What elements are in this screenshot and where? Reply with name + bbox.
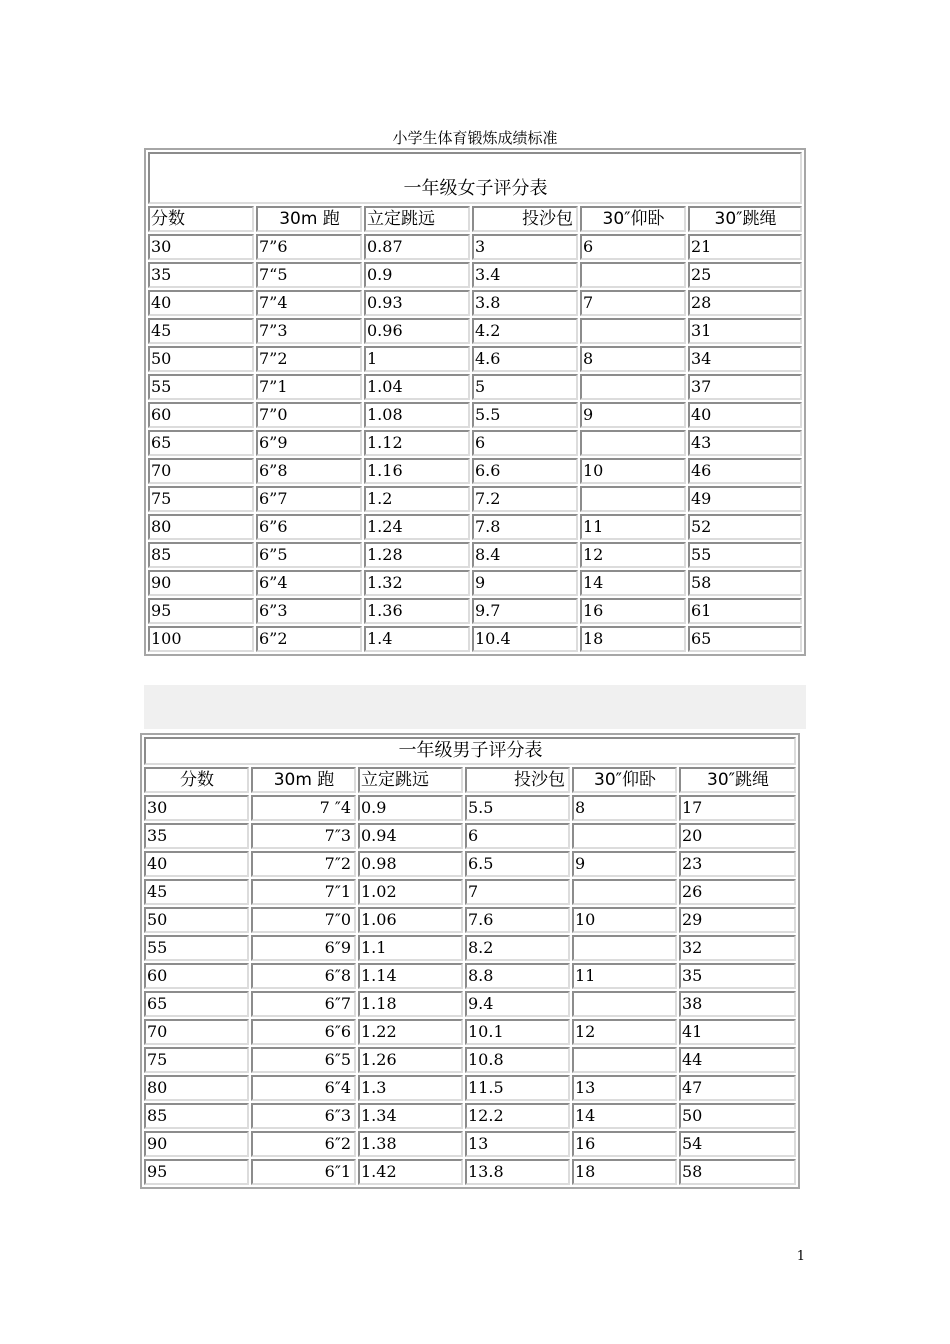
cell-situps: 8 [580,346,686,372]
cell-situps [580,486,686,512]
cell-score: 85 [144,1103,249,1129]
table-row [148,430,802,456]
table-row [144,879,796,905]
cell-jump-rope: 28 [688,290,802,316]
cell-score: 40 [144,851,249,877]
table-row [144,823,796,849]
cell-situps: 7 [580,290,686,316]
cell-jump-rope: 31 [688,318,802,344]
table-row [144,935,796,961]
cell-situps: 8 [572,795,677,821]
cell-30m-run: 6″2 [251,1131,356,1157]
header-situps: 30″仰卧 [572,767,677,793]
cell-30m-run: 7”2 [256,346,362,372]
cell-30m-run: 7”6 [256,234,362,260]
cell-jump-rope: 54 [679,1131,796,1157]
table-row [144,1075,796,1101]
cell-sandbag-throw: 7.6 [465,907,570,933]
table-row [148,542,802,568]
cell-jump-rope: 21 [688,234,802,260]
cell-score: 85 [148,542,254,568]
cell-situps: 18 [580,626,686,652]
cell-30m-run: 7”3 [256,318,362,344]
cell-situps: 13 [572,1075,677,1101]
cell-sandbag-throw: 10.4 [472,626,578,652]
table-row [148,626,802,652]
cell-sandbag-throw: 7.8 [472,514,578,540]
cell-score: 30 [148,234,254,260]
cell-situps [580,374,686,400]
table-separator [144,685,806,729]
cell-sandbag-throw: 13 [465,1131,570,1157]
cell-situps: 10 [580,458,686,484]
cell-standing-jump: 1.34 [358,1103,463,1129]
cell-standing-jump: 1.28 [364,542,470,568]
cell-sandbag-throw: 6.6 [472,458,578,484]
cell-jump-rope: 35 [679,963,796,989]
cell-standing-jump: 1.4 [364,626,470,652]
header-situps: 30″仰卧 [580,206,686,232]
cell-score: 30 [144,795,249,821]
table-row [144,1159,796,1185]
header-jump-rope: 30″跳绳 [688,206,802,232]
cell-30m-run: 7“5 [256,262,362,288]
cell-sandbag-throw: 4.6 [472,346,578,372]
table-row [144,963,796,989]
cell-sandbag-throw: 9 [472,570,578,596]
cell-30m-run: 6″9 [251,935,356,961]
header-score: 分数 [148,206,254,232]
cell-30m-run: 6″8 [251,963,356,989]
cell-30m-run: 6″4 [251,1075,356,1101]
boys-table-caption: 一年级男子评分表 [144,737,796,765]
cell-sandbag-throw: 13.8 [465,1159,570,1185]
cell-jump-rope: 65 [688,626,802,652]
cell-score: 80 [144,1075,249,1101]
cell-sandbag-throw: 10.8 [465,1047,570,1073]
cell-jump-rope: 20 [679,823,796,849]
cell-30m-run: 6”3 [256,598,362,624]
header-standing-jump: 立定跳远 [358,767,463,793]
table-row [144,1103,796,1129]
cell-situps: 9 [572,851,677,877]
cell-sandbag-throw: 4.2 [472,318,578,344]
cell-score: 95 [148,598,254,624]
cell-30m-run: 7 ″4 [251,795,356,821]
cell-standing-jump: 1.22 [358,1019,463,1045]
table-row [144,1131,796,1157]
cell-30m-run: 6”2 [256,626,362,652]
cell-sandbag-throw: 8.4 [472,542,578,568]
girls-header-row [148,206,802,232]
cell-situps [580,430,686,456]
cell-score: 50 [148,346,254,372]
cell-jump-rope: 61 [688,598,802,624]
cell-situps: 11 [572,963,677,989]
table-row [148,290,802,316]
cell-situps: 11 [580,514,686,540]
cell-sandbag-throw: 9.7 [472,598,578,624]
page-number: 1 [796,1249,805,1264]
header-score: 分数 [144,767,249,793]
cell-score: 40 [148,290,254,316]
cell-30m-run: 6”9 [256,430,362,456]
cell-sandbag-throw: 6 [472,430,578,456]
cell-jump-rope: 50 [679,1103,796,1129]
cell-30m-run: 6″7 [251,991,356,1017]
cell-jump-rope: 40 [688,402,802,428]
cell-jump-rope: 43 [688,430,802,456]
table-row [148,598,802,624]
cell-score: 100 [148,626,254,652]
cell-situps [580,318,686,344]
cell-30m-run: 7″2 [251,851,356,877]
cell-situps: 12 [572,1019,677,1045]
cell-30m-run: 6”5 [256,542,362,568]
cell-standing-jump: 1 [364,346,470,372]
document-title: 小学生体育锻炼成绩标准 [392,129,558,147]
cell-score: 60 [144,963,249,989]
table-row [148,458,802,484]
cell-standing-jump: 0.98 [358,851,463,877]
cell-jump-rope: 26 [679,879,796,905]
cell-situps: 6 [580,234,686,260]
cell-score: 70 [148,458,254,484]
table-row [144,1019,796,1045]
table-row [148,486,802,512]
cell-situps [572,879,677,905]
cell-score: 95 [144,1159,249,1185]
table-row [148,346,802,372]
cell-score: 60 [148,402,254,428]
cell-score: 80 [148,514,254,540]
table-row [148,318,802,344]
cell-sandbag-throw: 3.4 [472,262,578,288]
header-sandbag-throw: 投沙包 [472,206,578,232]
cell-standing-jump: 0.93 [364,290,470,316]
cell-30m-run: 7″1 [251,879,356,905]
header-jump-rope: 30″跳绳 [679,767,796,793]
cell-sandbag-throw: 11.5 [465,1075,570,1101]
cell-score: 90 [144,1131,249,1157]
cell-sandbag-throw: 3 [472,234,578,260]
cell-score: 35 [148,262,254,288]
cell-score: 55 [148,374,254,400]
cell-standing-jump: 0.96 [364,318,470,344]
cell-30m-run: 6″5 [251,1047,356,1073]
table-row [148,402,802,428]
table-row [144,1047,796,1073]
cell-score: 90 [148,570,254,596]
cell-sandbag-throw: 9.4 [465,991,570,1017]
cell-30m-run: 7”4 [256,290,362,316]
cell-30m-run: 6”8 [256,458,362,484]
cell-sandbag-throw: 5.5 [472,402,578,428]
cell-jump-rope: 17 [679,795,796,821]
cell-sandbag-throw: 8.2 [465,935,570,961]
table-row [148,262,802,288]
cell-score: 75 [148,486,254,512]
cell-jump-rope: 34 [688,346,802,372]
cell-30m-run: 6”6 [256,514,362,540]
cell-standing-jump: 1.18 [358,991,463,1017]
cell-jump-rope: 58 [679,1159,796,1185]
cell-situps [580,262,686,288]
cell-30m-run: 7”0 [256,402,362,428]
header-30m-run: 30m 跑 [251,767,356,793]
cell-situps [572,1047,677,1073]
cell-jump-rope: 32 [679,935,796,961]
header-30m-run: 30m 跑 [256,206,362,232]
cell-standing-jump: 1.14 [358,963,463,989]
cell-situps: 16 [572,1131,677,1157]
cell-jump-rope: 37 [688,374,802,400]
cell-standing-jump: 1.04 [364,374,470,400]
cell-situps: 9 [580,402,686,428]
cell-situps: 12 [580,542,686,568]
girls-table-caption: 一年级女子评分表 [148,152,802,204]
cell-sandbag-throw: 8.8 [465,963,570,989]
cell-situps: 16 [580,598,686,624]
cell-standing-jump: 0.9 [364,262,470,288]
boys-score-table [140,733,800,1189]
cell-sandbag-throw: 6 [465,823,570,849]
cell-standing-jump: 1.2 [364,486,470,512]
header-sandbag-throw: 投沙包 [465,767,570,793]
cell-score: 45 [144,879,249,905]
table-row [148,514,802,540]
cell-score: 75 [144,1047,249,1073]
cell-standing-jump: 1.26 [358,1047,463,1073]
cell-sandbag-throw: 5.5 [465,795,570,821]
table-row [144,851,796,877]
cell-score: 65 [148,430,254,456]
cell-jump-rope: 29 [679,907,796,933]
table-row [144,907,796,933]
cell-situps: 18 [572,1159,677,1185]
cell-standing-jump: 1.06 [358,907,463,933]
table-row [144,991,796,1017]
cell-standing-jump: 1.32 [364,570,470,596]
cell-jump-rope: 25 [688,262,802,288]
cell-30m-run: 6″3 [251,1103,356,1129]
table-row [144,795,796,821]
cell-situps: 14 [580,570,686,596]
cell-sandbag-throw: 12.2 [465,1103,570,1129]
cell-jump-rope: 47 [679,1075,796,1101]
cell-standing-jump: 1.38 [358,1131,463,1157]
boys-header-row [144,767,796,793]
table-row [148,570,802,596]
cell-jump-rope: 41 [679,1019,796,1045]
cell-sandbag-throw: 5 [472,374,578,400]
cell-situps [572,935,677,961]
cell-standing-jump: 0.87 [364,234,470,260]
cell-score: 70 [144,1019,249,1045]
cell-score: 35 [144,823,249,849]
cell-standing-jump: 1.1 [358,935,463,961]
cell-jump-rope: 38 [679,991,796,1017]
cell-30m-run: 6”4 [256,570,362,596]
header-standing-jump: 立定跳远 [364,206,470,232]
cell-standing-jump: 1.42 [358,1159,463,1185]
cell-30m-run: 7”1 [256,374,362,400]
cell-jump-rope: 49 [688,486,802,512]
cell-situps [572,823,677,849]
girls-score-table [144,148,806,656]
cell-standing-jump: 1.08 [364,402,470,428]
table-row [148,234,802,260]
cell-30m-run: 6″1 [251,1159,356,1185]
cell-sandbag-throw: 7 [465,879,570,905]
cell-jump-rope: 44 [679,1047,796,1073]
cell-jump-rope: 52 [688,514,802,540]
cell-situps: 14 [572,1103,677,1129]
cell-standing-jump: 1.24 [364,514,470,540]
cell-jump-rope: 23 [679,851,796,877]
cell-score: 55 [144,935,249,961]
cell-sandbag-throw: 7.2 [472,486,578,512]
cell-30m-run: 7″0 [251,907,356,933]
cell-sandbag-throw: 10.1 [465,1019,570,1045]
cell-score: 45 [148,318,254,344]
cell-sandbag-throw: 3.8 [472,290,578,316]
cell-standing-jump: 1.16 [364,458,470,484]
cell-jump-rope: 55 [688,542,802,568]
cell-score: 50 [144,907,249,933]
cell-standing-jump: 1.3 [358,1075,463,1101]
cell-30m-run: 7″3 [251,823,356,849]
cell-jump-rope: 58 [688,570,802,596]
cell-standing-jump: 1.36 [364,598,470,624]
cell-standing-jump: 1.12 [364,430,470,456]
cell-jump-rope: 46 [688,458,802,484]
table-row [148,374,802,400]
cell-situps: 10 [572,907,677,933]
cell-standing-jump: 1.02 [358,879,463,905]
cell-score: 65 [144,991,249,1017]
cell-standing-jump: 0.9 [358,795,463,821]
cell-30m-run: 6”7 [256,486,362,512]
cell-situps [572,991,677,1017]
cell-standing-jump: 0.94 [358,823,463,849]
cell-sandbag-throw: 6.5 [465,851,570,877]
cell-30m-run: 6″6 [251,1019,356,1045]
